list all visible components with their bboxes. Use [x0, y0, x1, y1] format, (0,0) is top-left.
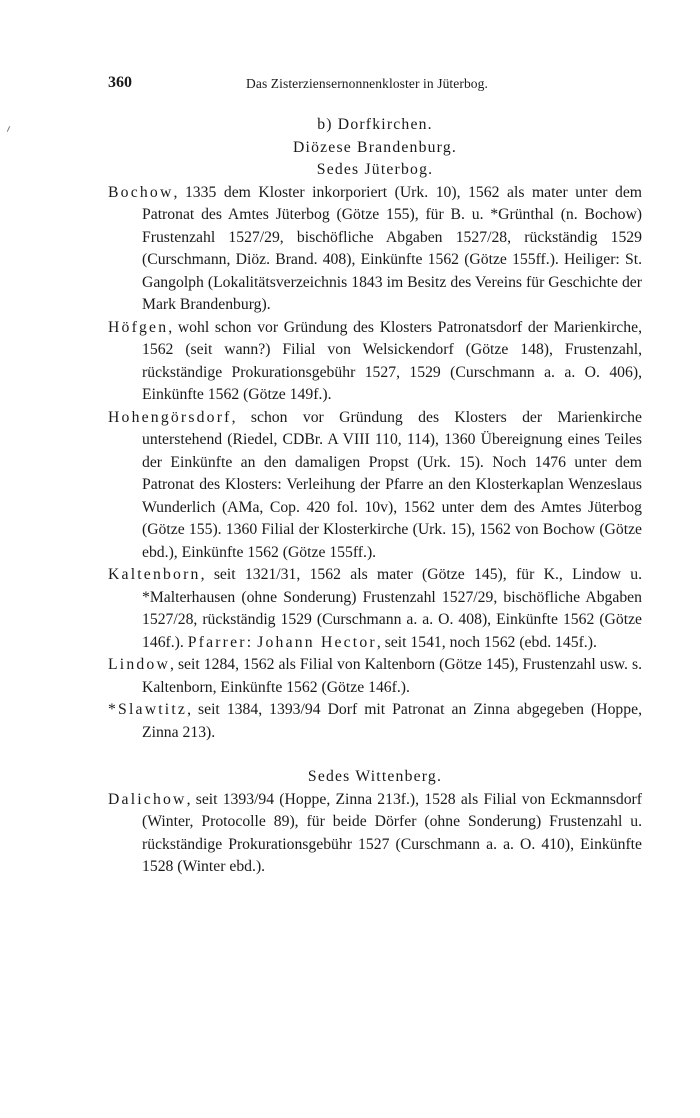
diocese-heading: Diözese Brandenburg. [293, 138, 457, 156]
entry-text: , schon vor Gründung des Klosters der Marienkirche unterstehend (Riedel, CDBr. A VIII 110, 114), 1360 Übereignung eines Teiles der Einkünfte an den damaligen Propst (Urk. 15). Noch 1476 unter dem Patronat des Klosters: Verleihung der Pfarre an den Klosterkaplan Wenzeslaus Wunderlich (AMa, Cop. 420 fol. 10v), 1562 unter dem des Amtes Jüterbog (Götze 155). 1360 Filial der Klosterkirche (Urk. 15), 1562 von Bochow (Götze ebd.), Einkünfte 1562 (Götze 155ff.). [142, 408, 642, 561]
entry-text: , seit 1321/31, 1562 als mater (Götze 145), für K., Lindow u. *Malterhausen (ohne Sonderung) Frustenzahl 1527/29, bischöfliche Abgaben 1527/28, rückständig 1529 (Curschmann a. a. O. 408), Einkünfte 1562 (Götze 146f.). [142, 566, 642, 651]
place-name: Hohengörsdorf [108, 408, 232, 426]
running-head [108, 74, 642, 96]
sedes-heading-jueterbog: Sedes Jüterbog. [316, 161, 434, 178]
entry-text: , seit 1393/94 (Hoppe, Zinna 213f.), 1528 als Filial von Eckmannsdorf (Winter, Protocolle 89), für beide Dörfer (ohne Sonderung) Frustenzahl u. rückständige Prokurationsgebühr 1527 (Curschmann a. a. O. 410), Einkünfte 1528 (Winter ebd.). [142, 790, 642, 875]
entry-text: , seit 1284, 1562 als Filial von Kaltenborn (Götze 145), Frustenzahl usw. s. Kaltenborn, Einkünfte 1562 (Götze 146f.). [142, 656, 642, 696]
place-name: *Slawtitz [108, 701, 188, 718]
running-title: Das Zisterziensernonnenkloster in Jüterbog. [246, 76, 488, 91]
entry-text: , wohl schon vor Gründung des Klosters Patronatsdorf der Marienkirche, 1562 (seit wann?) Filial von Welsickendorf (Götze 148), Frustenzahl, rückständige Prokurationsgebühr 1527, 1529 (Curschmann a. a. O. 406), Einkünfte 1562 (Götze 149f.). [142, 318, 642, 403]
place-name: Kaltenborn [108, 566, 201, 583]
sedes-heading-wittenberg: Sedes Wittenberg. [307, 768, 443, 785]
page-number: 360 [108, 74, 132, 91]
entry-bochow [108, 182, 642, 317]
entry-text: , 1335 dem Kloster inkorporiert (Urk. 10), 1562 als mater unter dem Patronat des Amtes Jüterbog (Götze 155), für B. u. *Grünthal (n. Bochow) Frustenzahl 1527/29, bischöfliche Abgaben 1527/28, rückständig 1529 (Curschmann, Diöz. Brand. 408), Einkünfte 1562 (Götze 155ff.). Heiliger: St. Gangolph (Lokalitätsverzeichnis 1843 im Besitz des Vereins für Geschichte der Mark Brandenburg). [142, 183, 642, 313]
entry-lindow [108, 654, 642, 699]
pfarrer-name: Johann Hector [257, 633, 377, 651]
entry-dalichow [108, 789, 642, 879]
entry-slawtitz [108, 699, 642, 744]
entry-hohengoersdorf [108, 407, 642, 565]
place-name: Höfgen [108, 318, 169, 336]
entry-text-after: , seit 1541, noch 1562 (ebd. 145f.). [376, 633, 597, 651]
pfarrer-label: Pfarrer: [187, 633, 254, 651]
entry-hoefgen [108, 317, 642, 407]
place-name: Lindow [108, 656, 171, 673]
page-body [108, 114, 642, 879]
entry-text: , seit 1384, 1393/94 Dorf mit Patronat an Zinna abgegeben (Hoppe, Zinna 213). [142, 701, 642, 741]
place-name: Dalichow [108, 790, 187, 808]
entry-kaltenborn [108, 564, 642, 654]
margin-mark [7, 126, 10, 132]
place-name: Bochow [108, 183, 174, 201]
section-heading: b) Dorfkirchen. [317, 116, 433, 133]
